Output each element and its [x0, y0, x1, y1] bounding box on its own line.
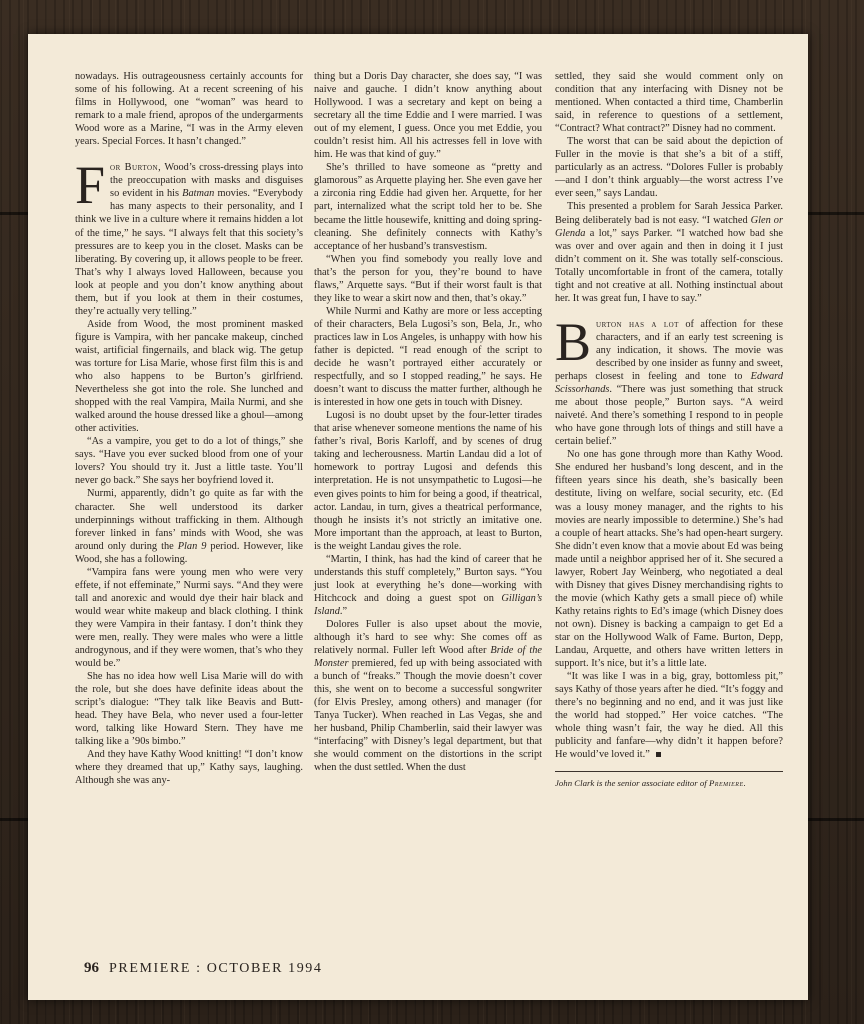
paragraph: The worst that can be said about the depiction of Fuller in the movie is that she’s a bit of a stiff, particularly as an actress. “Dolores Fuller is probably—and I don’t think arguably—the worst actress I’ve ever seen,” says Landau. — [555, 136, 783, 200]
paragraph-dropcap: Burton has a lot of affection for these characters, and if an early test screening is any indication, it shows. The movie was described by one insider as funny and sweet, perhaps closest in feeling and tone to Edward Scissorhands. “There was just something that struck me about those people,” Burton says. “A weird naiveté. And there’s something I respond to in people who have gone through lots of things and still have a certain belief.” — [555, 311, 783, 448]
drop-cap: F — [75, 155, 106, 216]
paragraph: And they have Kathy Wood knitting! “I don’t know where they dreamed that up,” Kathy says, laughing. Although she was any- — [75, 749, 303, 787]
paragraph: “It was like I was in a big, gray, bottomless pit,” says Kathy of those years after he died. “It’s foggy and there’s no beginning and no end, and it was just like the world had stopped.” Her voice catches. “The whole thing wasn’t fair, the way he died. All this publicity and fanfare—why didn’t it happen before? He would’ve loved it.” — [555, 671, 783, 761]
magazine-name: Premiere. — [708, 778, 747, 789]
film-title: Plan 9 — [177, 540, 207, 552]
paragraph: “As a vampire, you get to do a lot of things,” she says. “Have you ever sucked blood from one of your lovers? You should try it. Just a little taste. You’ll never go back.” She says her boyfriend loved it. — [75, 436, 303, 487]
paragraph: “Vampira fans were young men who were very effete, if not effeminate,” Nurmi says. “And they were tall and anorexic and would dye their hair black and would wear white makeup and black clothing. I think they were Vampira in their fantasy. I don’t think they were men, really. They were males who were a little androgynous, and if they were women, that’s who they would be.” — [75, 566, 303, 670]
film-title: Bride of the Monster — [314, 645, 542, 670]
paragraph: nowadays. His outrageousness certainly accounts for some of his following. At a recent screening of his films in Hollywood, one “woman” was heard to remark to a male friend, apropos of the undergarments Wood wore as a Marine, “I was in the Army eleven years. Special Forces. It hasn’t changed.” — [75, 71, 303, 148]
paragraph: “When you find somebody you really love and that’s the person for you, they’re bound to have flaws,” Arquette says. “But if their worst fault is that they like to wear a skirt now and then, that’s okay.” — [314, 253, 542, 304]
paragraph: She has no idea how well Lisa Marie will do with the role, but she does have definite ideas about the script’s dialogue: “They talk like Beavis and Butt-head. They have Bela, who never used a four-letter word, talking like Howard Stern. They have me talking like a ’90s bimbo.” — [75, 671, 303, 748]
drop-cap: B — [555, 311, 592, 372]
lead-in: or Burton, — [110, 162, 162, 174]
show-title: Gilligan’s Island — [314, 592, 542, 617]
paragraph: Aside from Wood, the most prominent masked figure is Vampira, with her pancake makeup, cinched waist, artificial fingernails, and black wig. The getup was torture for Lisa Marie, whose first film this is and who also happens to be Burton’s girlfriend. Nevertheless she got into the role. She lunched and shopped with the real Vampira, Maila Nurmi, and she walked around the house dressed like a ghoul—among other activities. — [75, 318, 303, 435]
issue-line: PREMIERE : OCTOBER 1994 — [109, 961, 323, 976]
column-3 — [555, 70, 783, 789]
divider — [555, 771, 783, 772]
magazine-page — [28, 34, 808, 1000]
film-title: Edward Scissorhands — [555, 371, 783, 396]
paragraph: thing but a Doris Day character, she does say, “I was naive and gauche. I didn’t know anything about Hollywood. I was a secretary and kept on being a secretary all the time Eddie and I were married. I was out of my element, I guess. Once you met Eddie, you couldn’t resist him. All his actresses fell in love with him. He was that kind of guy.” — [314, 71, 542, 161]
page-number: 96 — [84, 960, 99, 976]
paragraph: “Martin, I think, has had the kind of career that he understands this stuff completely,” Burton says. “You just look at everything he’s done—working with Hitchcock and doing a guest spot on Gilligan’s Island.” — [314, 553, 542, 617]
paragraph: settled, they said she would comment only on condition that any interfacing with Disney not be mentioned. When contacted a third time, Chamberlin said, in reference to questions of a settlement, “Contract? What contract?” Disney had no comment. — [555, 71, 783, 135]
page-footer — [84, 960, 323, 977]
paragraph: No one has gone through more than Kathy Wood. She endured her husband’s long descent, and in the fifteen years since his death, she’s basically been destitute, living on welfare, social security, etc. (Ed was a lousy money manager, and the rights to his movies are nearly impossible to determine.) She’s had a couple of heart attacks. She’s had open-heart surgery. She didn’t even know that a movie about Ed was being made until a neighbor apprised her of it. She secured a lawyer, Robert Jay Weinberg, who negotiated a deal with Disney that gives Disney merchandising rights to the movie (which Kathy gets a small piece of) while Kathy retains rights to Ed’s image (which Disney does not own). Disney is backing a campaign to get Ed a star on the Hollywood Walk of Fame. Burton, Depp, Landau, Arquette, and others have written letters in support. It’s nice, but it’s a little late. — [555, 449, 783, 670]
paragraph: Dolores Fuller is also upset about the movie, although it’s hard to see why: She comes off as relatively normal. Fuller left Wood after Bride of the Monster premiered, fed up with being associated with a bunch of “freaks.” Though the movie doesn’t cover this, she went on to become a successful songwriter (for Elvis Presley, among others) and manager (for Tanya Tucker). When reached in Las Vegas, she and her husband, Philip Chamberlin, said their lawyer was “interfacing” with Disney’s legal department, but that she would comment on the distortions in the script when the dust settled. When the dust — [314, 618, 542, 774]
paragraph: Lugosi is no doubt upset by the four-letter tirades that arise whenever someone mentions the name of his father’s rival, Boris Karloff, and by scenes of drug taking and lecherousness. Martin Landau did a lot of homework to portray Lugosi and defends this interpretation. He is not unsympathetic to Lugosi—he even gives points to him for being a good, if theatrical, actor. Landau, in turn, gives a theatrical performance, though he insists it’s not strictly an imitative one. More important than the approach, at least to Burton, is the weight Landau gives the role. — [314, 410, 542, 552]
paragraph: She’s thrilled to have someone as “pretty and glamorous” as Arquette playing her. She even gave her a zirconia ring Eddie had given her. Arquette, for her part, internalized what the script told her to be. She became the little housewife, knitting and doing spring-cleaning. She definitely connects with Kathy’s acceptance of her husband’s transvestism. — [314, 162, 542, 252]
lead-in: urton has a lot — [596, 318, 679, 330]
film-title: Batman — [182, 188, 215, 200]
paragraph: Nurmi, apparently, didn’t go quite as far with the character. She well understood its darker underpinnings without trafficking in them. Although forever linked in fans’ minds with Wood, she was around only during the Plan 9 period. However, like Wood, she has a following. — [75, 488, 303, 565]
paragraph-dropcap: For Burton, Wood’s cross-dressing plays into the preoccupation with masks and disguises so evident in his Batman movies. “Everybody has many aspects to their personality, and I think we live in a culture where it remains hidden a lot of the time,” he says. “I always felt that this society’s pressures are to keep you in the closet. Masks can be liberating. By covering up, it allows people to be freer. That’s why I always loved Halloween, because you look at people and you don’t know anything about them, but if you look at them in their costumes, they’re actually very telling.” — [75, 155, 303, 317]
end-of-article-square-icon — [656, 752, 661, 757]
column-1 — [75, 70, 303, 788]
column-2 — [314, 70, 542, 775]
paragraph: This presented a problem for Sarah Jessica Parker. Being deliberately bad is not easy. “I watched Glen or Glenda a lot,” says Parker. “I watched how bad she was over and over again and then in doing it I just didn’t comment on it. She was totally self-conscious. Totally uncomfortable in front of the camera, totally tight and not creative at all. Nothing instinctual about her. It was great fun, I have to say.” — [555, 201, 783, 304]
paragraph: While Nurmi and Kathy are more or less accepting of their characters, Bela Lugosi’s son, Bela, Jr., who practices law in Los Angeles, is unhappy with how his father is depicted. “I read enough of the script to decide he wasn’t portrayed either accurately or respectfully, and so I stopped reading,” he says. He doesn’t want to discuss the matter further, although he is interested in how one gets in touch with Disney. — [314, 305, 542, 409]
author-credit: John Clark is the senior associate editor of Premiere. — [555, 778, 747, 789]
film-title: Glen or Glenda — [555, 214, 783, 239]
